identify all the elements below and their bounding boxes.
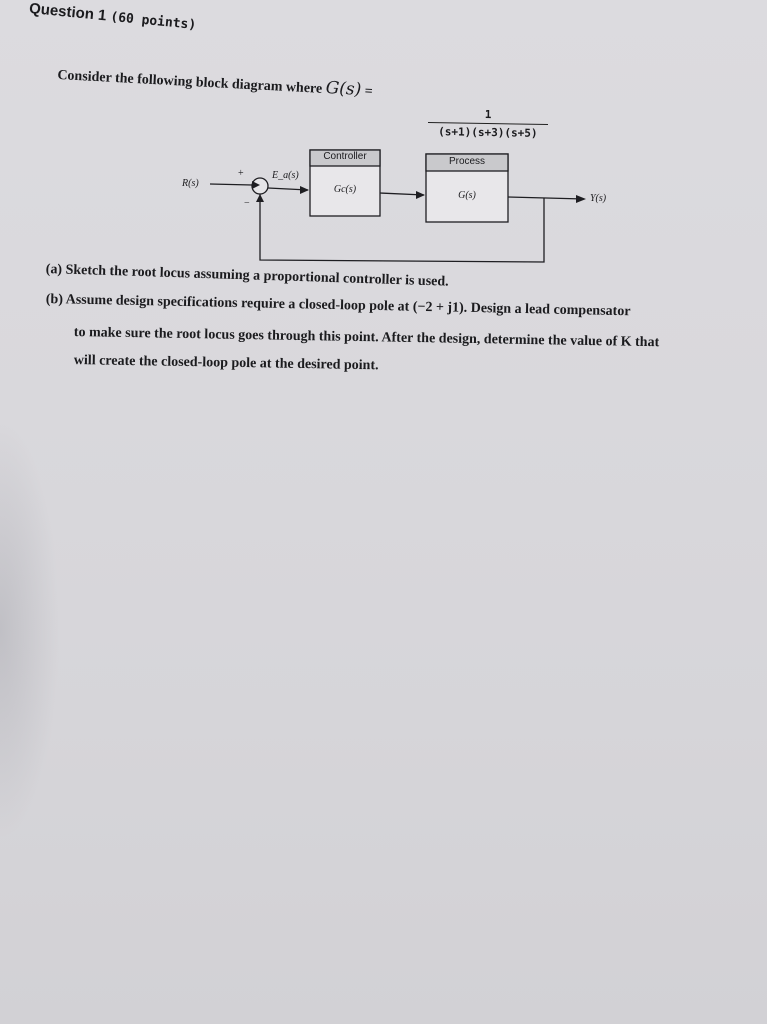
tf-numerator: 1 — [428, 107, 548, 125]
process-title: Process — [448, 156, 486, 167]
part-b-line-3 — [74, 353, 379, 374]
intro-sentence — [57, 64, 373, 100]
plus-sign: + — [238, 168, 244, 179]
tf-denominator: (s+1)(s+3)(s+5) — [438, 125, 538, 140]
feedback-arrowhead — [256, 194, 264, 202]
question-points: (60 points) — [109, 9, 197, 34]
part-b-line-2 — [74, 325, 660, 351]
controller-block-label: Gc(s) — [333, 184, 357, 195]
error-arrowhead — [300, 186, 309, 194]
output-arrow-line — [508, 197, 584, 199]
question-title: Question 1 — [28, 0, 108, 25]
block-diagram-lines — [172, 140, 622, 270]
error-label: E_a(s) — [272, 170, 299, 181]
output-arrowhead — [576, 195, 586, 203]
block-diagram — [172, 140, 622, 270]
equals-sign: = — [360, 83, 374, 100]
part-b-text-1: Assume design specifications require a closed-loop pole at (−2 + j1). Design a lead compensator — [62, 292, 631, 320]
part-a-marker: (a) — [45, 262, 63, 278]
intro-text: Consider the following block diagram where — [57, 67, 327, 98]
part-b-line-1 — [46, 292, 631, 320]
part-b-text-2: to make sure the root locus goes through this point. After the design, determine the value of K that — [73, 325, 660, 351]
g-symbol: G(s) — [325, 78, 362, 100]
part-b-marker: (b) — [45, 292, 64, 308]
controller-title: Controller — [323, 151, 367, 162]
part-b-text-3: will create the closed-loop pole at the desired point. — [73, 353, 379, 374]
process-arrowhead — [416, 191, 425, 199]
part-a-text: Sketch the root locus assuming a proportional controller is used. — [61, 262, 449, 290]
paper-shadow — [0, 420, 60, 840]
question-heading — [28, 0, 197, 33]
transfer-function — [428, 107, 549, 140]
input-arrow-line — [210, 184, 252, 185]
process-block-label: G(s) — [458, 190, 476, 201]
output-label: Y(s) — [590, 193, 607, 204]
input-label: R(s) — [182, 178, 199, 189]
minus-sign: − — [244, 198, 250, 209]
